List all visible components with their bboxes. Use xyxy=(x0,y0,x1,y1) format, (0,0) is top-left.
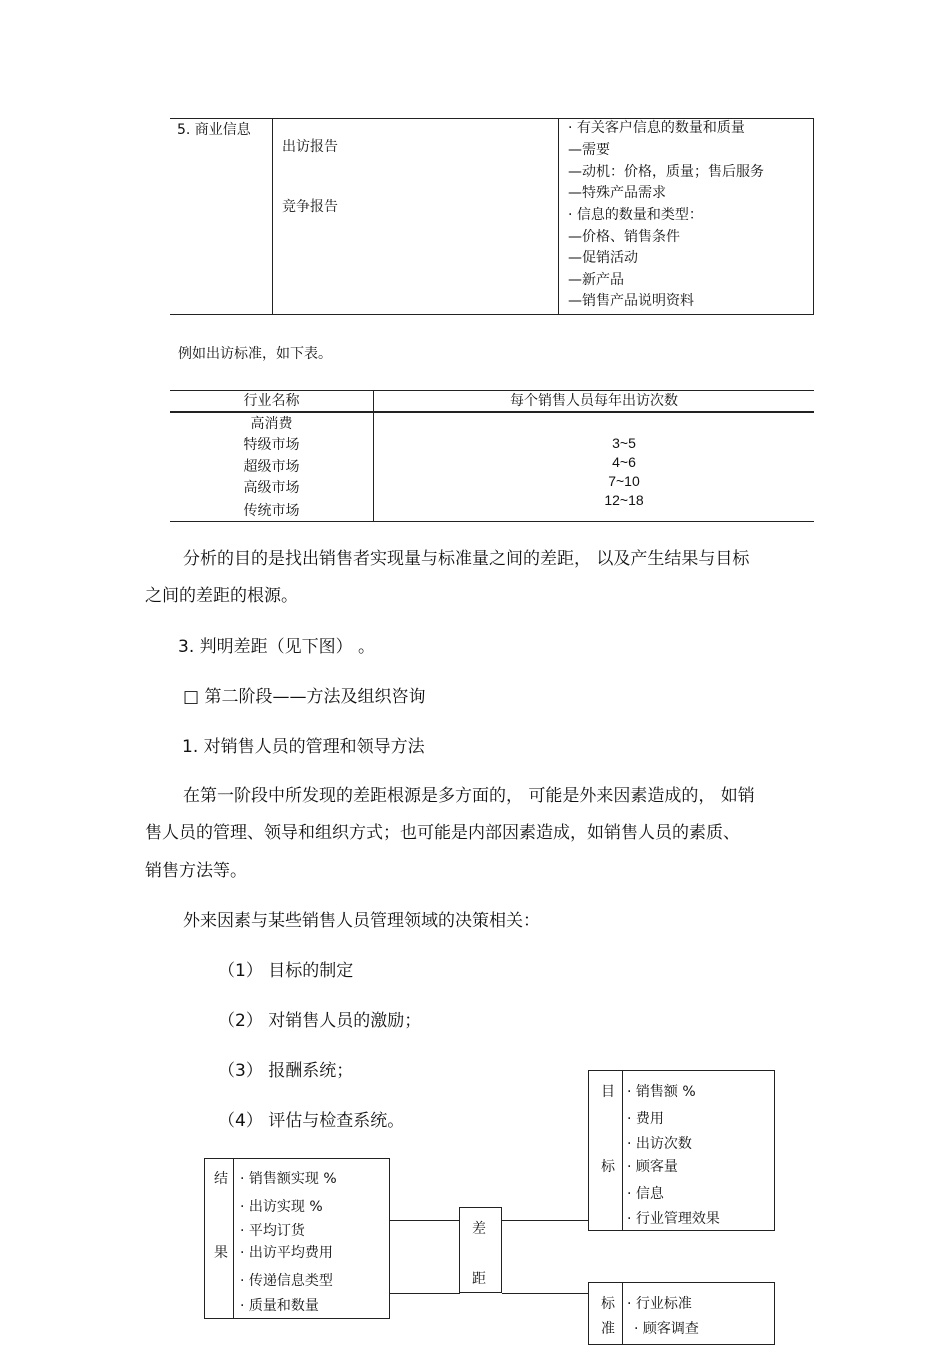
table1-bottom-border xyxy=(170,314,814,315)
target-label-bottom: 标 xyxy=(601,1159,615,1175)
table2-industry: 传统市场 xyxy=(243,503,300,519)
result-item: · 销售额实现 % xyxy=(240,1171,337,1187)
result-item: · 传递信息类型 xyxy=(240,1273,333,1289)
paragraph-external-factors: 外来因素与某些销售人员管理领域的决策相关： xyxy=(183,911,540,931)
standard-item: · 行业标准 xyxy=(627,1296,692,1312)
table1-info-line: —促销活动 xyxy=(568,250,638,266)
table1-info-line: —特殊产品需求 xyxy=(568,185,666,201)
target-item: · 销售额 % xyxy=(627,1084,696,1100)
list-item: （1） 目标的制定 xyxy=(218,961,354,981)
table1-info-line: · 有关客户信息的数量和质量 xyxy=(568,120,745,136)
target-item: · 费用 xyxy=(627,1111,664,1127)
paragraph-gap-sources-end: 销售方法等。 xyxy=(145,861,247,881)
table1-report-visit: 出访报告 xyxy=(282,139,338,155)
standard-box-divider xyxy=(622,1282,623,1345)
list-item: （4） 评估与检查系统。 xyxy=(218,1111,405,1131)
connector-result-gap-top xyxy=(390,1220,460,1221)
table1-info-line: —新产品 xyxy=(568,272,624,288)
target-box-divider xyxy=(622,1070,623,1231)
table1-category: 5. 商业信息 xyxy=(177,122,251,138)
target-label-top: 目 xyxy=(601,1084,615,1100)
table2-intro: 例如出访标准，如下表。 xyxy=(178,346,332,362)
target-item: · 行业管理效果 xyxy=(627,1211,720,1227)
standard-item: · 顾客调查 xyxy=(634,1321,699,1337)
target-item: · 信息 xyxy=(627,1186,664,1202)
table1-info-line: · 信息的数量和类型： xyxy=(568,207,703,223)
result-item: · 质量和数量 xyxy=(240,1298,319,1314)
result-item: · 出访实现 % xyxy=(240,1199,323,1215)
gap-label-top: 差 xyxy=(472,1221,486,1237)
table1-info-line: —价格、销售条件 xyxy=(568,229,680,245)
result-item: · 出访平均费用 xyxy=(240,1245,333,1261)
result-label-top: 结 xyxy=(214,1171,228,1187)
gap-label-bottom: 距 xyxy=(472,1271,486,1287)
standard-label-top: 标 xyxy=(601,1296,615,1312)
result-label-bottom: 果 xyxy=(214,1245,228,1261)
subsection-1-heading: 1. 对销售人员的管理和领导方法 xyxy=(182,737,425,757)
table2-header-industry: 行业名称 xyxy=(243,393,300,409)
stage-2-heading: □ 第二阶段——方法及组织咨询 xyxy=(183,687,426,707)
table2-visits: 3~5 xyxy=(612,435,636,451)
table1-right-border xyxy=(813,118,814,315)
target-item: · 顾客量 xyxy=(627,1159,678,1175)
table2-header-visits: 每个销售人员每年出访次数 xyxy=(510,393,678,409)
list-item: （2） 对销售人员的激励； xyxy=(218,1011,422,1031)
table1-divider-1 xyxy=(272,118,273,315)
table2-industry: 特级市场 xyxy=(243,437,300,453)
result-box-divider xyxy=(233,1158,234,1319)
step-3-heading: 3. 判明差距（见下图） 。 xyxy=(178,637,376,657)
paragraph-gap-sources: 在第一阶段中所发现的差距根源是多方面的， 可能是外来因素造成的， 如销 xyxy=(183,786,755,806)
table2-visits: 7~10 xyxy=(608,473,640,489)
paragraph-analysis: 分析的目的是找出销售者实现量与标准量之间的差距， 以及产生结果与目标 xyxy=(183,549,750,569)
paragraph-analysis-cont: 之间的差距的根源。 xyxy=(145,586,298,606)
target-item: · 出访次数 xyxy=(627,1136,692,1152)
connector-gap-target xyxy=(502,1220,588,1221)
table2-visits: 4~6 xyxy=(612,454,636,470)
table2-visits: 12~18 xyxy=(604,492,644,508)
standard-label-bottom: 准 xyxy=(601,1321,615,1337)
connector-gap-standard xyxy=(502,1293,588,1294)
list-item: （3） 报酬系统； xyxy=(218,1061,354,1081)
table1-info-line: —需要 xyxy=(568,142,610,158)
table1-info-line: —动机：价格，质量；售后服务 xyxy=(568,164,764,180)
table2-industry: 高级市场 xyxy=(243,480,300,496)
paragraph-gap-sources-cont: 售人员的管理、领导和组织方式；也可能是内部因素造成，如销售人员的素质、 xyxy=(145,823,740,843)
table1-info-line: —销售产品说明资料 xyxy=(568,293,694,309)
table1-divider-2 xyxy=(558,118,559,315)
table1-report-competition: 竞争报告 xyxy=(282,199,338,215)
table2-industry: 高消费 xyxy=(250,416,293,432)
table2-industry: 超级市场 xyxy=(243,459,300,475)
connector-result-gap-bottom xyxy=(390,1293,460,1294)
result-item: · 平均订货 xyxy=(240,1223,305,1239)
